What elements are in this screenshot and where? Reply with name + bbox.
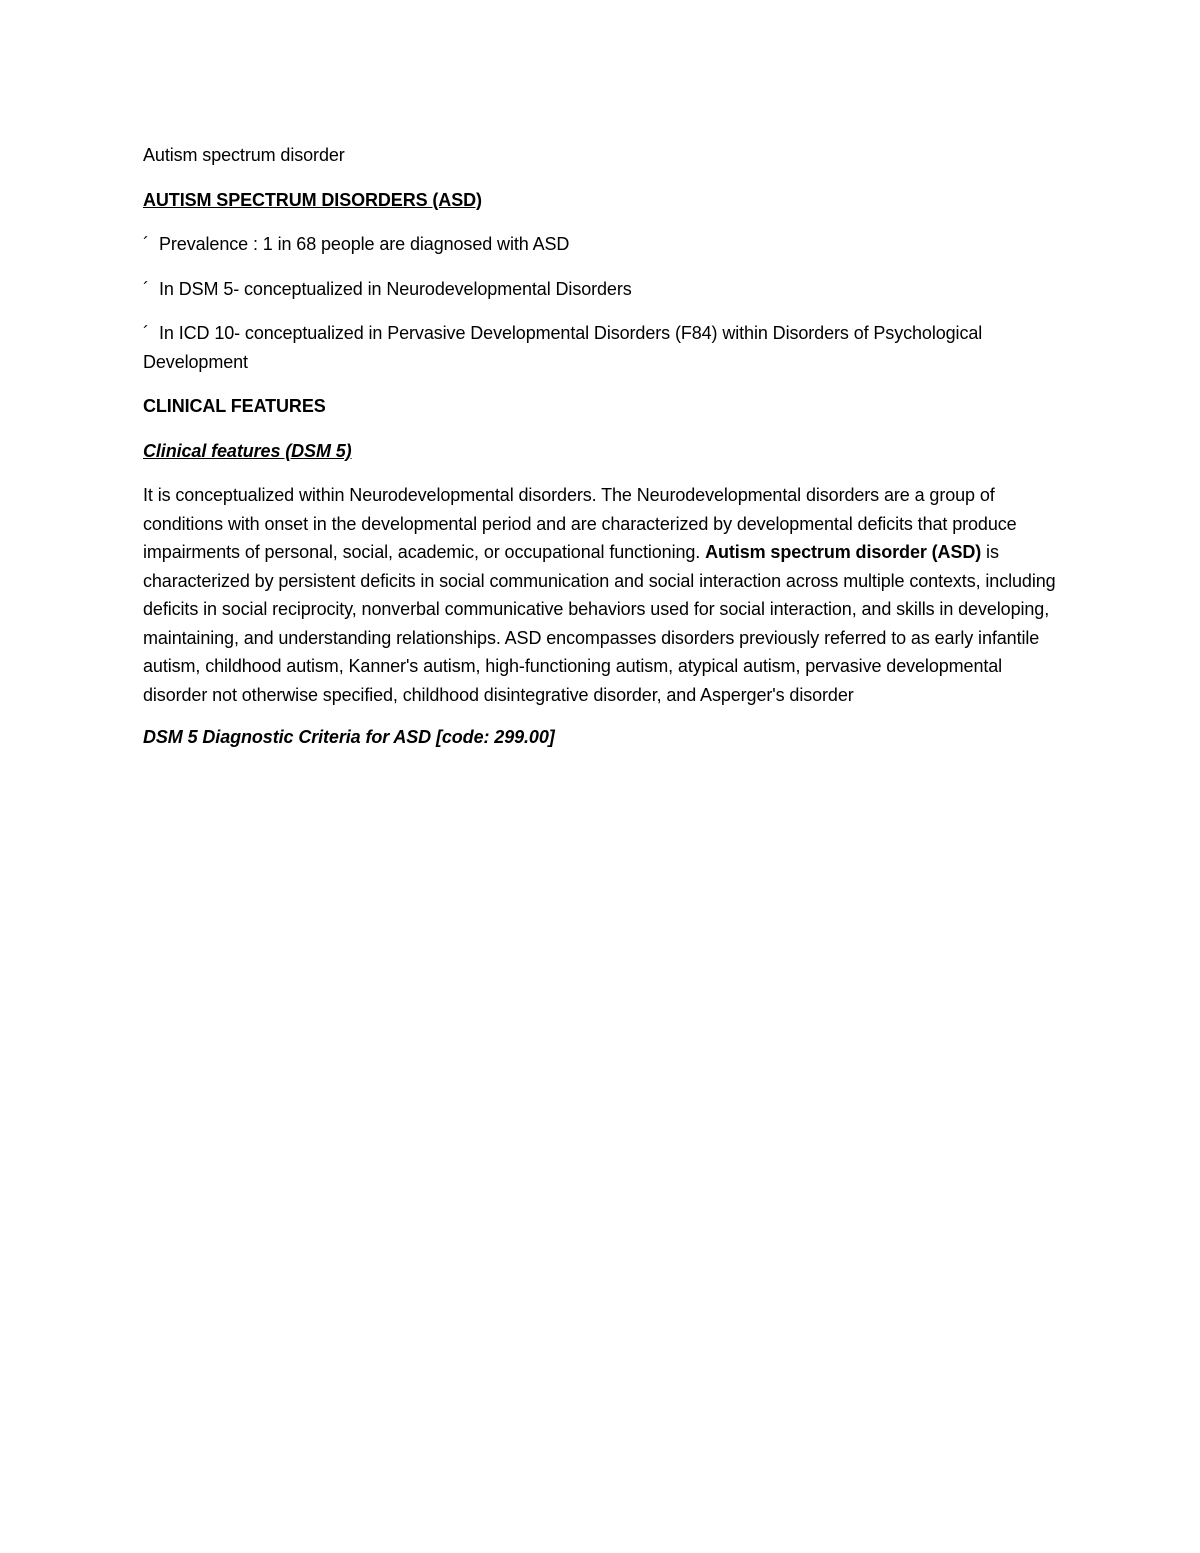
paragraph-text-part2: is characterized by persistent deficits in social communication and social interaction across multiple contexts, including deficits in social reciprocity, nonverbal communicative behaviors used for social interaction, and skills in developing, maintaining, and understanding relationships. ASD encompasses disorders previously referred to as early infantile autism, childhood autism, Kanner's autism, high-functioning autism, atypical autism, pervasive developmental disorder not otherwise specified, childhood disintegrative disorder, and Asperger's disorder [143,542,1056,705]
clinical-features-paragraph [143,481,1063,709]
document-content [143,141,1063,768]
bullet-item-dsm5 [143,275,1063,304]
paragraph-bold-term: Autism spectrum disorder (ASD) [705,542,982,562]
heading-asd: AUTISM SPECTRUM DISORDERS (ASD) [143,189,482,210]
document-title: Autism spectrum disorder [143,145,345,165]
heading-diagnostic-criteria: DSM 5 Diagnostic Criteria for ASD [code: 299.00] [143,727,555,747]
bullet-item-prevalence [143,230,1063,259]
bullet-item-icd10 [143,319,1063,376]
bullet-text: In ICD 10- conceptualized in Pervasive Developmental Disorders (F84) within Disorders of Psychological Development [143,323,983,372]
bullet-text: Prevalence : 1 in 68 people are diagnosed with ASD [159,234,570,254]
bullet-mark: ´ [143,278,149,299]
bullet-mark: ´ [143,234,149,254]
heading-clinical-features: CLINICAL FEATURES [143,396,326,416]
subheading-clinical-dsm5: Clinical features (DSM 5) [143,440,352,461]
paragraph-text-part1: It is conceptualized within Neurodevelopmental disorders. The Neurodevelopmental disorders are a group of conditions with onset in the developmental period and are characterized by developmental deficits that produce impairments of personal, social, academic, or occupational functioning. [143,485,1017,562]
bullet-text: In DSM 5- conceptualized in Neurodevelopmental Disorders [159,278,632,299]
bullet-mark: ´ [143,323,149,343]
